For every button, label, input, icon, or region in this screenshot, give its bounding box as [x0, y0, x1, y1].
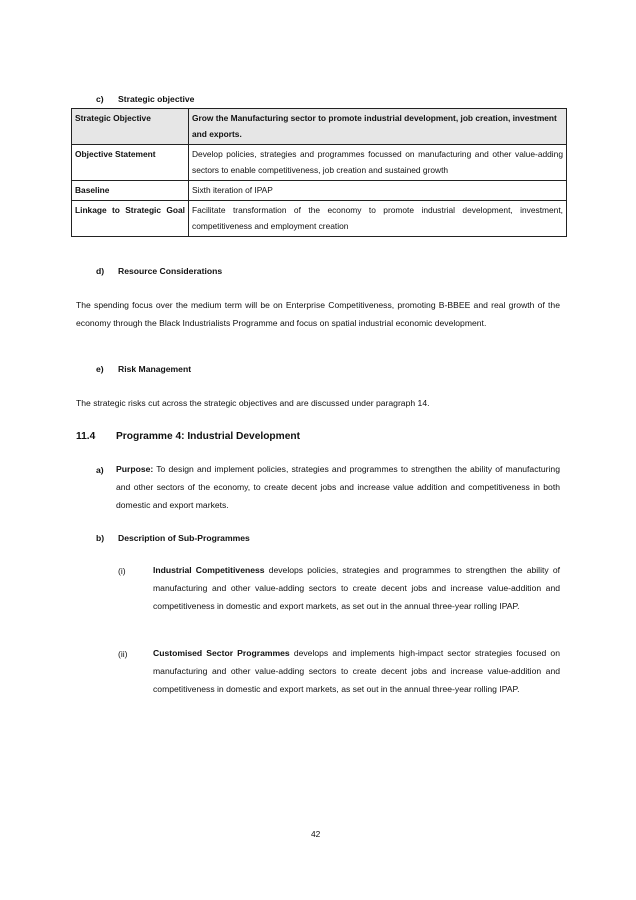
subprogrammes-title: Description of Sub-Programmes	[118, 533, 250, 543]
purpose-label: a)	[96, 465, 104, 475]
section-d-label: d)	[96, 266, 105, 276]
table-cell-key: Baseline	[72, 181, 189, 201]
strategic-objective-table	[71, 108, 567, 237]
section-e-title: Risk Management	[118, 364, 192, 374]
purpose-text: To design and implement policies, strategies and programmes to strengthen the ability of manufacturing and other sectors of the economy, to create decent jobs and increase value addition and competitiveness in both domestic and export markets.	[116, 464, 560, 510]
subprogramme-2-paragraph	[153, 644, 560, 698]
subprogramme-2-text: develops and implements high-impact sector strategies focused on manufacturing and other value-adding sectors to create decent jobs and increase value-addition and competitiveness in domestic and export markets, as set out in the annual three-year rolling IPAP.	[153, 648, 560, 694]
section-e-label: e)	[96, 364, 104, 374]
risk-management-text: The strategic risks cut across the strategic objectives and are discussed under paragraph 14.	[76, 398, 430, 408]
programme-title: Programme 4: Industrial Development	[116, 431, 300, 442]
table-cell-key: Strategic Objective	[72, 109, 189, 145]
table-cell-key-text: Linkage to Strategic Goal	[75, 205, 185, 215]
table-cell-value: Facilitate transformation of the economy to promote industrial development, investment, competitiveness and employment creation	[189, 201, 567, 237]
table-row	[72, 201, 567, 237]
purpose-paragraph	[116, 460, 560, 514]
table-row	[72, 145, 567, 181]
section-e-heading	[96, 364, 191, 374]
table-cell-key	[72, 201, 189, 237]
programme-number: 11.4	[76, 431, 96, 442]
table-cell-value: Sixth iteration of IPAP	[189, 181, 567, 201]
table-cell-value: Grow the Manufacturing sector to promote industrial development, job creation, investment and exports.	[189, 109, 567, 145]
section-c-heading	[96, 94, 194, 104]
subprogramme-2-lead: Customised Sector Programmes	[153, 648, 290, 658]
table-row	[72, 109, 567, 145]
section-d-title: Resource Considerations	[118, 266, 223, 276]
table-row	[72, 181, 567, 201]
table-cell-value: Develop policies, strategies and programmes focussed on manufacturing and other value-adding sectors to enable competitiveness, job creation and sustained growth	[189, 145, 567, 181]
table-cell-key: Objective Statement	[72, 145, 189, 181]
subprogramme-1-paragraph	[153, 561, 560, 615]
subprogramme-2-number: (ii)	[118, 649, 128, 659]
subprogramme-1-number: (i)	[118, 566, 126, 576]
subprogramme-1-text: develops policies, strategies and programmes to strengthen the ability of manufacturing and other value-adding sectors to create decent jobs and increase value-addition and competitiveness in domestic and export markets, as set out in the annual three-year rolling IPAP.	[153, 565, 560, 611]
resource-considerations-text: The spending focus over the medium term will be on Enterprise Competitiveness, promoting B-BBEE and real growth of the economy through the Black Industrialists Programme and focus on spatial industrial economic development.	[76, 300, 560, 328]
section-c-label: c)	[96, 94, 104, 104]
page-number: 42	[311, 829, 321, 839]
subprogrammes-label: b)	[96, 533, 105, 543]
purpose-lead: Purpose:	[116, 464, 154, 474]
section-c-title: Strategic objective	[118, 94, 195, 104]
subprogramme-1-lead: Industrial Competitiveness	[153, 565, 265, 575]
subprogrammes-heading	[96, 533, 250, 543]
section-d-heading	[96, 266, 222, 276]
